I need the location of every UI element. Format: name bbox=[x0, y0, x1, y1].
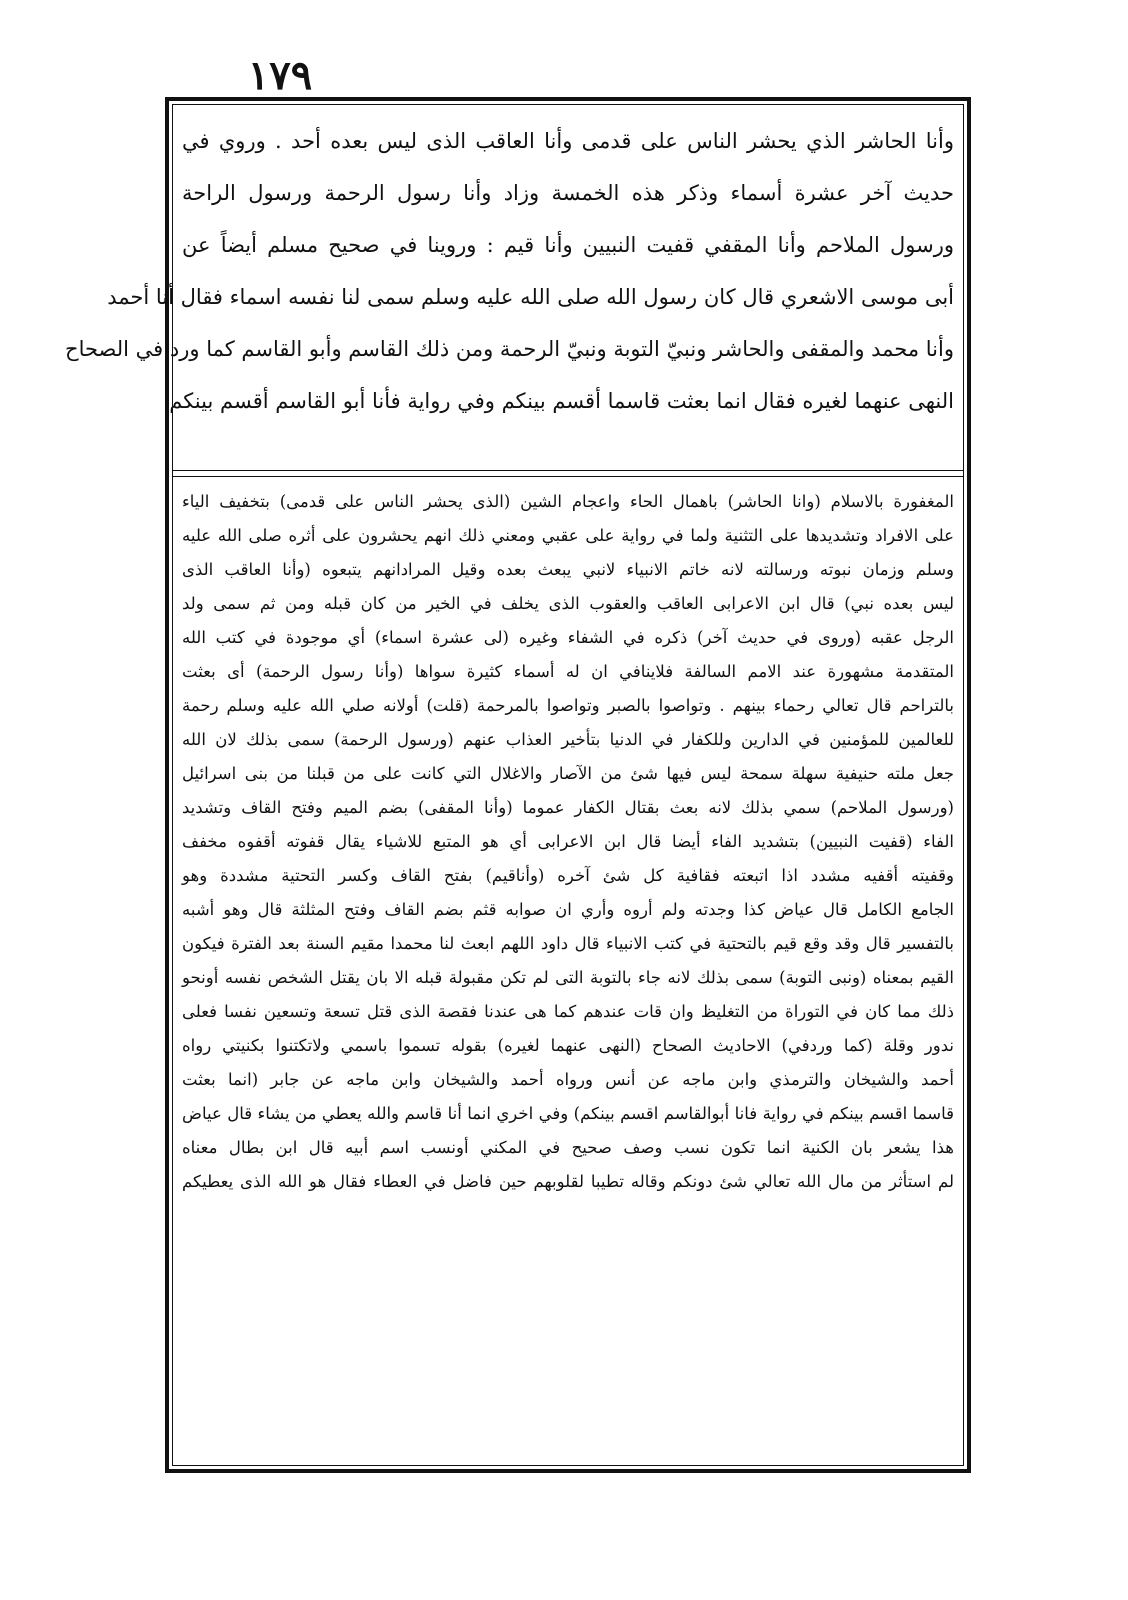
section-divider-upper bbox=[172, 470, 964, 471]
commentary-line: للعالمين للمؤمنين في الدارين وللكفار في الدنيا بتأخير العذاب عنهم (ورسول الرحمة) سمى بذلك لان الله bbox=[182, 730, 954, 749]
commentary-line: الرجل عقبه (وروى في حديث آخر) ذكره في الشفاء وغيره (لى عشرة اسماء) أي موجودة في كتب الله bbox=[182, 628, 954, 647]
commentary-block bbox=[182, 485, 954, 1460]
main-text-line: ورسول الملاحم وأنا المقفي قفيت النبيين وأنا قيم : وروينا في صحيح مسلم أيضاً عن bbox=[182, 233, 954, 257]
commentary-line: الجامع الكامل قال عياض كذا وجدته ولم أروه وأري ان صوابه قثم بضم القاف وفتح المثلثة قال وهو أشبه bbox=[182, 900, 954, 919]
commentary-line: المغفورة بالاسلام (وانا الحاشر) باهمال الحاء واعجام الشين (الذى يحشر الناس على قدمى) بتخفيف الياء bbox=[182, 492, 954, 511]
commentary-line: بالتراحم قال تعالي رحماء بينهم . وتواصوا بالصبر وتواصوا بالمرحمة (قلت) أولانه صلي الله عليه وسلم رحمة bbox=[182, 696, 954, 715]
commentary-line: ليس بعده نبي) قال ابن الاعرابى العاقب والعقوب الذى يخلف في الخير من كان قبله ومن ثم سمى ولد bbox=[182, 594, 954, 613]
commentary-line: لم استأثر من مال الله تعالي شئ دونكم وقاله تطيبا لقلوبهم حين فاضل في العطاء فقال هو الله الذى يعطيكم bbox=[182, 1172, 954, 1191]
commentary-line: بالتفسير قال وقد وقع قيم بالتحتية في كتب الانبياء قال داود اللهم ابعث لنا محمدا مقيم السنة بعد الفترة فيكون bbox=[182, 934, 954, 953]
commentary-line: هذا يشعر بان الكنية انما تكون نسب وصف صحيح في المكني أونسب اسم أبيه قال ابن بطال معناه bbox=[182, 1138, 954, 1157]
commentary-line: وسلم وزمان نبوته ورسالته لانه خاتم الانبياء لانبي يبعث بعده وقيل المرادانهم يتبعوه (وأنا العاقب الذى bbox=[182, 560, 954, 579]
main-text-line: النهى عنهما لغيره فقال انما بعثت قاسما أقسم بينكم وفي رواية فأنا أبو القاسم أقسم بينكم bbox=[169, 389, 954, 413]
section-divider-lower bbox=[172, 476, 964, 477]
main-text-line: حديث آخر عشرة أسماء وذكر هذه الخمسة وزاد وأنا رسول الرحمة ورسول الراحة bbox=[182, 181, 954, 205]
commentary-line: جعل ملته حنيفية سهلة سمحة ليس فيها شئ من الآصار والاغلال التي كانت على من قبلنا من بنى اسرائيل bbox=[182, 764, 954, 783]
commentary-line: على الافراد وتشديدها على التثنية ولما في رواية على عقبي ومعني ذلك انهم يحشرون على أثره صلى الله عليه bbox=[182, 526, 954, 545]
main-text-line: وأنا محمد والمقفى والحاشر ونبيّ التوبة ونبيّ الرحمة ومن ذلك القاسم وأبو القاسم كما ورد في الصحاح bbox=[65, 337, 954, 361]
commentary-line: القيم بمعناه (ونبى التوبة) سمى بذلك لانه جاء بالتوبة التى لم تكن مقبولة قبله الا بان يقتل الشخص نفسه أونحو bbox=[182, 968, 954, 987]
commentary-line: (ورسول الملاحم) سمي بذلك لانه بعث بقتال الكفار عموما (وأنا المقفى) بضم الميم وفتح القاف وتشديد bbox=[182, 798, 954, 817]
commentary-line: الفاء (قفيت النبيين) بتشديد الفاء أيضا قال ابن الاعرابى أي هو المتبع للاشياء يقال قفوته أقفوه مخفف bbox=[182, 832, 954, 851]
main-text-line: أبى موسى الاشعري قال كان رسول الله صلى الله عليه وسلم سمى لنا نفسه اسماء فقال أنا أحمد bbox=[107, 285, 954, 309]
commentary-line: ندور وقلة (كما وردفي) الاحاديث الصحاح (النهى عنهما لغيره) بقوله تسموا باسمي ولاتكتنوا بكنيتي رواه bbox=[182, 1036, 954, 1055]
commentary-line: أحمد والشيخان والترمذي وابن ماجه عن أنس ورواه أحمد والشيخان وابن ماجه عن جابر (انما بعثت bbox=[182, 1070, 954, 1089]
main-text-block bbox=[65, 115, 954, 479]
commentary-line: ذلك مما كان في التوراة من التغليظ وان قات عندهم كما هى عندنا فقصة الذى قتل تسعة وتسعين نفسا فعلى bbox=[182, 1002, 954, 1021]
commentary-line: المتقدمة مشهورة عند الامم السالفة فلاينافي ان له أسماء كثيرة سواها (وأنا رسول الرحمة) أى بعثت bbox=[182, 662, 954, 681]
commentary-line: قاسما اقسم بينكم في رواية فانا أبوالقاسم اقسم بينكم) وفي اخري انما أنا قاسم والله يعطي من يشاء قال عياض bbox=[182, 1104, 954, 1123]
page-number: ١٧٩ bbox=[247, 52, 313, 99]
main-text-line: وأنا الحاشر الذي يحشر الناس على قدمى وأنا العاقب الذى ليس بعده أحد . وروي في bbox=[182, 129, 954, 153]
commentary-line: وقفيته أقفيه مشدد اذا اتبعته فقافية كل شئ آخره (وأناقيم) بفتح القاف وكسر التحتية مشددة وهو bbox=[182, 866, 954, 885]
